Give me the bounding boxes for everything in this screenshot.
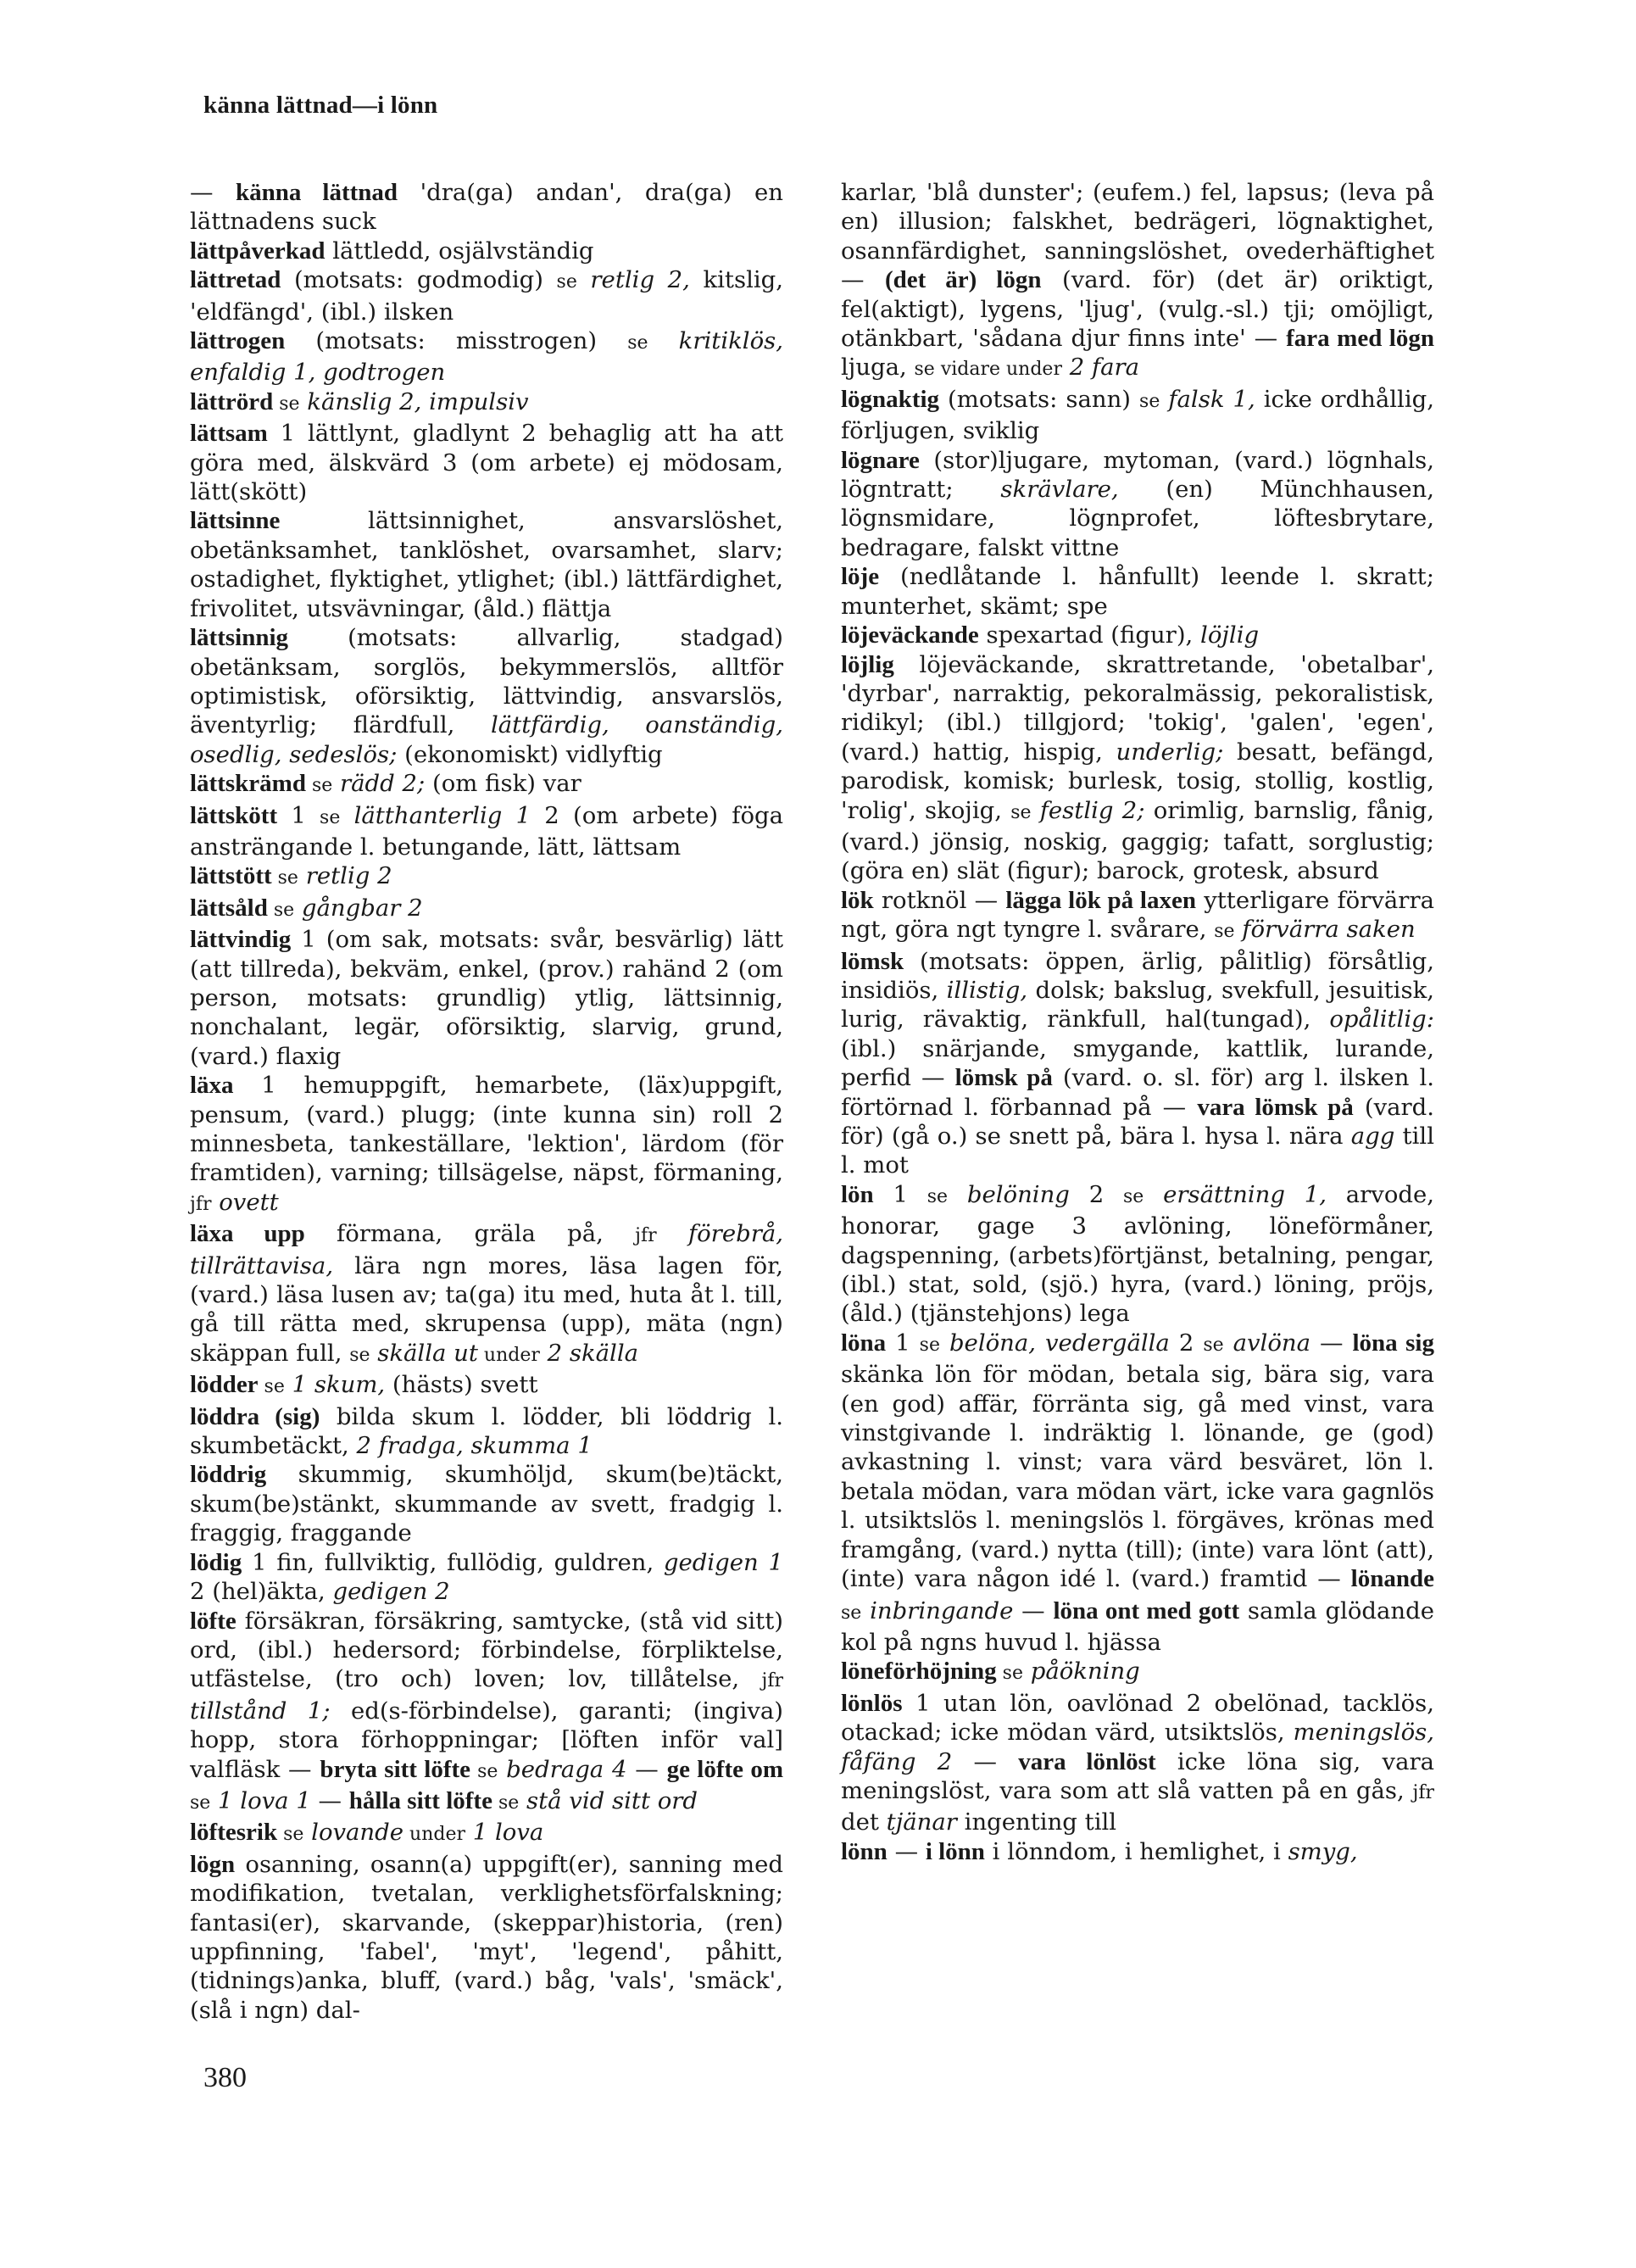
entry-text: (vard. o. sl. för) arg l. ilsken l. förtörnad l. förbannad på — bbox=[841, 1064, 1434, 1121]
entry-text: 1 lättlynt, gladlynt 2 behaglig att ha att göra med, älskvärd 3 (om arbete) ej mödosam, lätt(skött) bbox=[190, 420, 783, 506]
entry-text: (vard. för) (det är) oriktigt, fel(aktigt), lygens, 'ljug', (vulg.-sl.) tji; omöjligt, otänkbart, 'sådana djur finns inte' — bbox=[841, 266, 1434, 353]
entry-text: karlar, 'blå dunster'; (eufem.) fel, lapsus; (leva på en) illusion; falskhet, bedrägeri, lögnaktighet, osannfärdighet, sanningslöshet, ovederhäftighet — bbox=[841, 179, 1434, 294]
entry-text: se bbox=[996, 1663, 1023, 1685]
entry-text: lättledd, osjälvständig bbox=[325, 237, 594, 265]
entry-text: — bbox=[626, 1755, 667, 1783]
entry-text: rädd 2; bbox=[332, 770, 426, 798]
entry-text: försäkran, försäkring, samtycke, (stå vid sitt) ord, (ibl.) hedersord; förbindelse, förpliktelse, utfästelse, (tro och) loven; lov, tillåtelse, bbox=[190, 1607, 783, 1693]
entry-text: se bbox=[1123, 1185, 1144, 1207]
dictionary-entry bbox=[841, 385, 1434, 446]
headword: lättskrämd bbox=[190, 770, 306, 798]
headword: löddra (sig) bbox=[190, 1402, 320, 1430]
dictionary-entry bbox=[190, 1370, 783, 1401]
dictionary-entry bbox=[841, 650, 1434, 886]
entry-text: 2 (hel)äkta, bbox=[190, 1578, 333, 1606]
headword: lättvindig bbox=[190, 926, 292, 954]
entry-text: (motsats: misstrogen) bbox=[285, 327, 628, 355]
entry-text: se bbox=[273, 393, 300, 415]
entry-text: 2 (om arbete) föga ansträngande l. betungande, lätt, lättsam bbox=[190, 801, 784, 861]
entry-text: jfr bbox=[635, 1225, 657, 1247]
entry-text: (en) Münchhausen, lögnsmidare, lögnprofet, löftesbrytare, bedragare, falskt vittne bbox=[841, 476, 1435, 561]
entry-text: 1 utan lön, oavlönad 2 obelönad, tacklös, otackad; icke mödan värd, utsiktslös, bbox=[841, 1689, 1434, 1747]
dictionary-entry bbox=[190, 1607, 783, 1819]
entry-text: 1 fin, fullviktig, fullödig, guldren, bbox=[242, 1548, 664, 1576]
headword: lättsinnig bbox=[190, 624, 289, 652]
headword: lättrogen bbox=[190, 327, 286, 355]
entry-text: se bbox=[258, 1376, 285, 1398]
dictionary-entry bbox=[190, 861, 783, 893]
headword: bryta sitt löfte bbox=[320, 1755, 471, 1783]
entry-text: icke ordhållig, förljugen, sviklig bbox=[841, 385, 1434, 445]
dictionary-entry bbox=[841, 947, 1434, 1180]
entry-text: se bbox=[841, 1602, 862, 1624]
entry-text: 1 bbox=[886, 1329, 920, 1357]
entry-text: till l. mot bbox=[841, 1123, 1434, 1179]
entry-text: ytterligare förvärra ngt, göra ngt tyngre l. svårare, bbox=[841, 886, 1434, 944]
dictionary-entry bbox=[190, 801, 783, 862]
headword: löna ont med gott bbox=[1053, 1597, 1240, 1624]
entry-text: besatt, befängd, parodisk, komisk; burlesk, tosig, stollig, kostlig, 'rolig', skojig, bbox=[841, 738, 1434, 824]
entry-text: (motsats: godmodig) bbox=[281, 266, 557, 294]
entry-text: påökning bbox=[1023, 1658, 1140, 1686]
entry-text: se bbox=[349, 1344, 370, 1366]
left-column bbox=[190, 178, 783, 2025]
headword: löfte bbox=[190, 1607, 236, 1635]
headword: lögnare bbox=[841, 446, 920, 474]
entry-text: se bbox=[627, 332, 648, 354]
headword: lönn bbox=[841, 1837, 888, 1865]
entry-text: arvode, honorar, gage 3 avlöning, löneförmåner, dagspenning, (arbets)förtjänst, betalning, pengar, (ibl.) stat, sold, (sjö.) hyra, (vard.) löning, pröjs, (åld.) (tjänstehjons) lega bbox=[841, 1180, 1435, 1328]
right-column bbox=[841, 178, 1434, 1866]
entry-text: 1 lova 1 bbox=[210, 1786, 311, 1814]
entry-text: se vidare under bbox=[914, 359, 1062, 381]
dictionary-entry bbox=[190, 1071, 783, 1219]
dictionary-entry bbox=[841, 621, 1434, 649]
entry-text: det bbox=[841, 1808, 887, 1836]
dictionary-entry bbox=[190, 326, 783, 387]
entry-text: spexartad (figur), bbox=[978, 621, 1201, 649]
entry-text: ingenting till bbox=[956, 1808, 1117, 1836]
entry-text: 2 fradga, skumma 1 bbox=[356, 1432, 593, 1460]
entry-text: underlig; bbox=[1116, 738, 1224, 766]
entry-text: kritiklös, enfaldig 1, godtrogen bbox=[190, 327, 784, 387]
entry-text: se bbox=[1214, 921, 1235, 943]
entry-text: se bbox=[492, 1792, 520, 1814]
entry-text: bedraga 4 bbox=[498, 1755, 627, 1783]
entry-text: jfr bbox=[190, 1193, 212, 1215]
entry-text: se bbox=[1203, 1334, 1224, 1356]
dictionary-entry bbox=[190, 769, 783, 800]
entry-text: festlig 2; bbox=[1031, 796, 1145, 824]
entry-text: jfr bbox=[1412, 1781, 1434, 1803]
headword: löna bbox=[841, 1329, 887, 1357]
dictionary-entry bbox=[190, 1219, 783, 1370]
entry-text: (ibl.) snärjande, smygande, kattlik, lurande, perfid — bbox=[841, 1034, 1434, 1092]
headword: lögnaktig bbox=[841, 385, 940, 413]
headword: löftesrik bbox=[190, 1819, 278, 1847]
dictionary-entry bbox=[190, 506, 783, 623]
dictionary-entry bbox=[190, 387, 783, 419]
headword: löna sig bbox=[1352, 1329, 1434, 1357]
entry-text: falsk 1, bbox=[1160, 385, 1255, 413]
entry-text: rotknöl — bbox=[873, 886, 1006, 914]
dictionary-entry bbox=[841, 1837, 1434, 1866]
entry-text: opålitlig: bbox=[1329, 1006, 1434, 1034]
entry-text: illistig, bbox=[946, 976, 1028, 1004]
entry-text: — bbox=[1310, 1329, 1353, 1357]
headword: lönande bbox=[1350, 1565, 1434, 1593]
entry-text: i lönndom, i hemlighet, i bbox=[984, 1837, 1288, 1865]
entry-text: se bbox=[1139, 390, 1160, 412]
headword: lättstött bbox=[190, 862, 272, 890]
entry-text: 2 bbox=[1169, 1329, 1204, 1357]
dictionary-entry bbox=[841, 1657, 1434, 1688]
entry-text: 1 (om sak, motsats: svår, besvärlig) lätt (att tillreda), bekväm, enkel, (prov.) rahänd 2 (om person, motsats: grundlig) ytlig, lättsinnig, nonchalant, legär, oförsiktig, slarvig, grund, (vard.) flaxig bbox=[190, 926, 783, 1070]
headword: vara lömsk på bbox=[1197, 1093, 1354, 1121]
headword: lättsam bbox=[190, 420, 268, 448]
entry-text: se bbox=[1010, 801, 1032, 823]
entry-text: — bbox=[887, 1837, 926, 1865]
headword: läxa upp bbox=[190, 1220, 305, 1248]
dictionary-entry bbox=[841, 1180, 1434, 1329]
page-number: 380 bbox=[203, 2062, 247, 2093]
headword: i lönn bbox=[925, 1837, 985, 1865]
headword: löjeväckande bbox=[841, 621, 979, 649]
entry-text: löjlig bbox=[1200, 621, 1260, 649]
entry-text: 1 hemuppgift, hemarbete, (läx)uppgift, pensum, (vard.) plugg; (inte kunna sin) roll 2 minnesbeta, tankeställare, 'lektion', lärdom (för framtiden), varning; tillsägelse, näpst, förmaning, bbox=[190, 1072, 783, 1187]
entry-text: skrävlare, bbox=[1000, 476, 1119, 504]
entry-text: 1 skum, bbox=[284, 1371, 386, 1399]
entry-text: se bbox=[305, 775, 333, 797]
headword: lättsinne bbox=[190, 507, 281, 535]
entry-text: gedigen 2 bbox=[332, 1578, 450, 1606]
entry-text: gedigen 1 bbox=[663, 1548, 783, 1576]
entry-text: orimlig, barnslig, fånig, (vard.) jönsig, noskig, gaggig; tafatt, sorglustig; (göra en) slät (figur); barock, grotesk, absurd bbox=[841, 796, 1434, 885]
entry-text: (vard. för) (gå o.) se snett på, bära l. hysa l. nära bbox=[841, 1093, 1434, 1150]
entry-text: förebrå, tillrättavisa, bbox=[190, 1220, 783, 1279]
entry-text: avlöna bbox=[1223, 1329, 1310, 1357]
entry-text: meningslös, fåfäng 2 bbox=[841, 1719, 1434, 1775]
headword: läxa bbox=[190, 1072, 234, 1100]
entry-text: lätthanterlig 1 bbox=[340, 801, 531, 829]
entry-text: löjeväckande, skrattretande, 'obetalbar', 'dyrbar', narraktig, pekoralmässig, pekoralistisk, ridikyl; (ibl.) tillgjord; 'tokig', 'galen', 'egen', (vard.) hattig, hispig, bbox=[841, 650, 1434, 766]
entry-text: (motsats: öppen, ärlig, pålitlig) försåtlig, insidiös, bbox=[841, 947, 1434, 1004]
entry-text: se bbox=[320, 806, 341, 828]
entry-text: 2 fara bbox=[1061, 354, 1140, 382]
dictionary-entry bbox=[190, 419, 783, 506]
entry-text: skummig, skumhöljd, skum(be)täckt, skum(be)stänkt, skummande av svett, fradgig l. fraggig, fraggande bbox=[190, 1461, 783, 1547]
headword: lättrörd bbox=[190, 387, 274, 415]
dictionary-entry bbox=[841, 1689, 1434, 1837]
headword: lön bbox=[841, 1180, 874, 1208]
entry-text: icke löna sig, vara meningslöst, vara som att slå vatten på en gås, bbox=[841, 1747, 1435, 1804]
headword: lödig bbox=[190, 1548, 242, 1576]
entry-text: tjänar bbox=[886, 1808, 957, 1836]
headword: lättretad bbox=[190, 266, 281, 294]
entry-text: se bbox=[190, 1792, 211, 1814]
entry-text: inbringande bbox=[861, 1597, 1014, 1624]
dictionary-entry bbox=[190, 1402, 783, 1461]
entry-text: se bbox=[919, 1334, 940, 1356]
headword: lägga lök på laxen bbox=[1005, 886, 1196, 914]
entry-text: (om fisk) var bbox=[425, 770, 582, 798]
headword: löje bbox=[841, 563, 880, 591]
entry-text: se bbox=[927, 1185, 949, 1207]
entry-text: 1 lova bbox=[465, 1819, 544, 1847]
entry-text: se bbox=[470, 1760, 498, 1782]
entry-text: (motsats: allvarlig, stadgad) obetänksam, sorglös, bekymmerslös, alltför optimistisk, oförsiktig, lättvindig, ansvarslös, äventyrlig; flärdfull, bbox=[190, 624, 783, 739]
headword: vara lönlöst bbox=[1018, 1747, 1156, 1775]
entry-text: dolsk; bakslug, svekfull, jesuitisk, lurig, rävaktig, ränkfull, hal(tungad), bbox=[841, 976, 1434, 1034]
entry-text: skälla ut bbox=[370, 1339, 478, 1367]
running-head: känna lättnad—i lönn bbox=[203, 92, 438, 119]
entry-text: se bbox=[267, 899, 295, 921]
dictionary-entry bbox=[190, 265, 783, 326]
headword: löddrig bbox=[190, 1461, 267, 1489]
dictionary-entry bbox=[190, 1548, 783, 1607]
dictionary-entry bbox=[190, 1850, 783, 2025]
entry-text: se bbox=[277, 1824, 304, 1846]
entry-text: under bbox=[477, 1344, 540, 1366]
entry-text: osanning, osann(a) uppgift(er), sanning med modifikation, tvetalan, verklighetsförfalskning; fantasi(er), skarvande, (skeppar)historia, (ren) uppfinning, 'fabel', 'myt', 'legend', påhitt, (tidnings)anka, bluff, (vard.) båg, 'vals', 'smäck', (slå i ngn) dal- bbox=[190, 1850, 783, 2024]
headword: lättsåld bbox=[190, 894, 268, 922]
entry-text: 1 bbox=[277, 801, 320, 829]
entry-text: lättsinnighet, ansvarslöshet, obetänksamhet, tanklöshet, ovarsamhet, slarv; ostadighet, flyktighet, ytlighet; (ibl.) lättfärdighet, frivolitet, utsvävningar, (åld.) flättja bbox=[190, 507, 783, 622]
headword: fara med lögn bbox=[1286, 325, 1434, 353]
dictionary-entry bbox=[190, 178, 783, 237]
dictionary-entry bbox=[190, 1460, 783, 1547]
headword: lömsk på bbox=[954, 1064, 1053, 1092]
headword: känna lättnad bbox=[236, 179, 398, 206]
entry-text: 2 skälla bbox=[539, 1339, 639, 1367]
entry-text: ed(s-förbindelse), garanti; (ingiva) hopp, stora förhoppningar; [löften inför val] valfläsk — bbox=[190, 1697, 783, 1783]
headword: lödder bbox=[190, 1371, 259, 1399]
headword: lök bbox=[841, 886, 874, 914]
entry-text: — bbox=[190, 179, 236, 206]
entry-text: förmana, gräla på, bbox=[304, 1220, 636, 1248]
dictionary-entry bbox=[841, 562, 1434, 621]
entry-text: känslig 2, impulsiv bbox=[299, 387, 529, 415]
entry-text: (motsats: sann) bbox=[939, 385, 1140, 413]
headword: ge löfte om bbox=[666, 1755, 783, 1783]
entry-text: — bbox=[952, 1747, 1019, 1775]
dictionary-entry bbox=[190, 925, 783, 1071]
entry-text: se bbox=[271, 867, 298, 889]
entry-text: bilda skum l. lödder, bli löddrig l. skumbetäckt, bbox=[190, 1402, 783, 1460]
entry-text: smyg, bbox=[1288, 1837, 1358, 1865]
entry-text: 'dra(ga) andan', dra(ga) en lättnadens suck bbox=[190, 179, 783, 236]
entry-text: (hästs) svett bbox=[385, 1371, 538, 1399]
entry-text: jfr bbox=[761, 1670, 783, 1692]
headword: löneförhöjning bbox=[841, 1658, 997, 1686]
dictionary-entry bbox=[190, 894, 783, 925]
entry-text: ljuga, bbox=[841, 354, 915, 382]
entry-text: 2 bbox=[1069, 1180, 1123, 1208]
entry-text: skänka lön för mödan, betala sig, bära sig, vara (en god) affär, förränta sig, gå med vinst, vara vinstgivande l. indräktig l. lönande, ge (god) avkastning l. vinst; vara värd besväret, lön l. betala mödan, vara mödan värt, icke vara gagnlös l. utsiktslös l. meningslös l. förgäves, krönas med framgång, (vard.) nytta (till); (inte) vara lönt (att), (inte) vara någon idé l. (vard.) framtid — bbox=[841, 1361, 1434, 1593]
entry-text: belöna, vedergälla bbox=[939, 1329, 1170, 1357]
entry-text: lättfärdig, oanständig, osedlig, sedeslös; bbox=[190, 711, 783, 768]
entry-text: under bbox=[403, 1824, 465, 1846]
headword: hålla sitt löfte bbox=[348, 1786, 492, 1814]
entry-text: 1 bbox=[873, 1180, 927, 1208]
entry-text: lära ngn mores, läsa lagen för, (vard.) läsa lusen av; ta(ga) itu med, huta åt l. till, gå till rätta med, skrupensa (upp), mäta (ngn) skäppan full, bbox=[190, 1251, 783, 1367]
entry-text: retlig 2, bbox=[576, 266, 690, 294]
dictionary-entry bbox=[190, 623, 783, 769]
headword: lögn bbox=[190, 1850, 236, 1878]
entry-text: retlig 2 bbox=[298, 862, 392, 890]
entry-text: kitslig, 'eldfängd', (ibl.) ilsken bbox=[190, 266, 784, 326]
entry-text: ersättning 1, bbox=[1144, 1180, 1327, 1208]
dictionary-entry bbox=[841, 886, 1434, 947]
dictionary-entry bbox=[841, 178, 1434, 385]
dictionary-entry bbox=[841, 446, 1434, 563]
dictionary-entry bbox=[190, 237, 783, 265]
entry-text: lovande bbox=[303, 1819, 404, 1847]
headword: (det är) lögn bbox=[884, 266, 1042, 294]
entry-text: (nedlåtande l. hånfullt) leende l. skratt; munterhet, skämt; spe bbox=[841, 563, 1434, 620]
entry-text: — bbox=[1013, 1597, 1054, 1624]
headword: lättpåverkad bbox=[190, 237, 326, 265]
entry-text: belöning bbox=[948, 1180, 1070, 1208]
entry-text: tillstånd 1; bbox=[190, 1697, 331, 1725]
dictionary-entry bbox=[190, 1818, 783, 1849]
headword: löjlig bbox=[841, 650, 894, 678]
entry-text: — bbox=[310, 1786, 349, 1814]
dictionary-entry bbox=[841, 1329, 1434, 1657]
entry-text: se bbox=[556, 271, 577, 293]
entry-text: agg bbox=[1350, 1123, 1395, 1150]
entry-text: gångbar 2 bbox=[294, 894, 423, 922]
headword: lönlös bbox=[841, 1689, 903, 1717]
entry-text: (ekonomiskt) vidlyftig bbox=[397, 740, 663, 768]
entry-text: stå vid sitt ord bbox=[519, 1786, 698, 1814]
headword: lättskött bbox=[190, 801, 278, 829]
entry-text: samla glödande kol på ngns huvud l. hjässa bbox=[841, 1597, 1434, 1656]
headword: lömsk bbox=[841, 947, 904, 975]
entry-text: förvärra saken bbox=[1234, 916, 1416, 944]
entry-text: ovett bbox=[211, 1188, 279, 1216]
entry-text: (stor)ljugare, mytoman, (vard.) lögnhals, lögntratt; bbox=[841, 446, 1434, 504]
